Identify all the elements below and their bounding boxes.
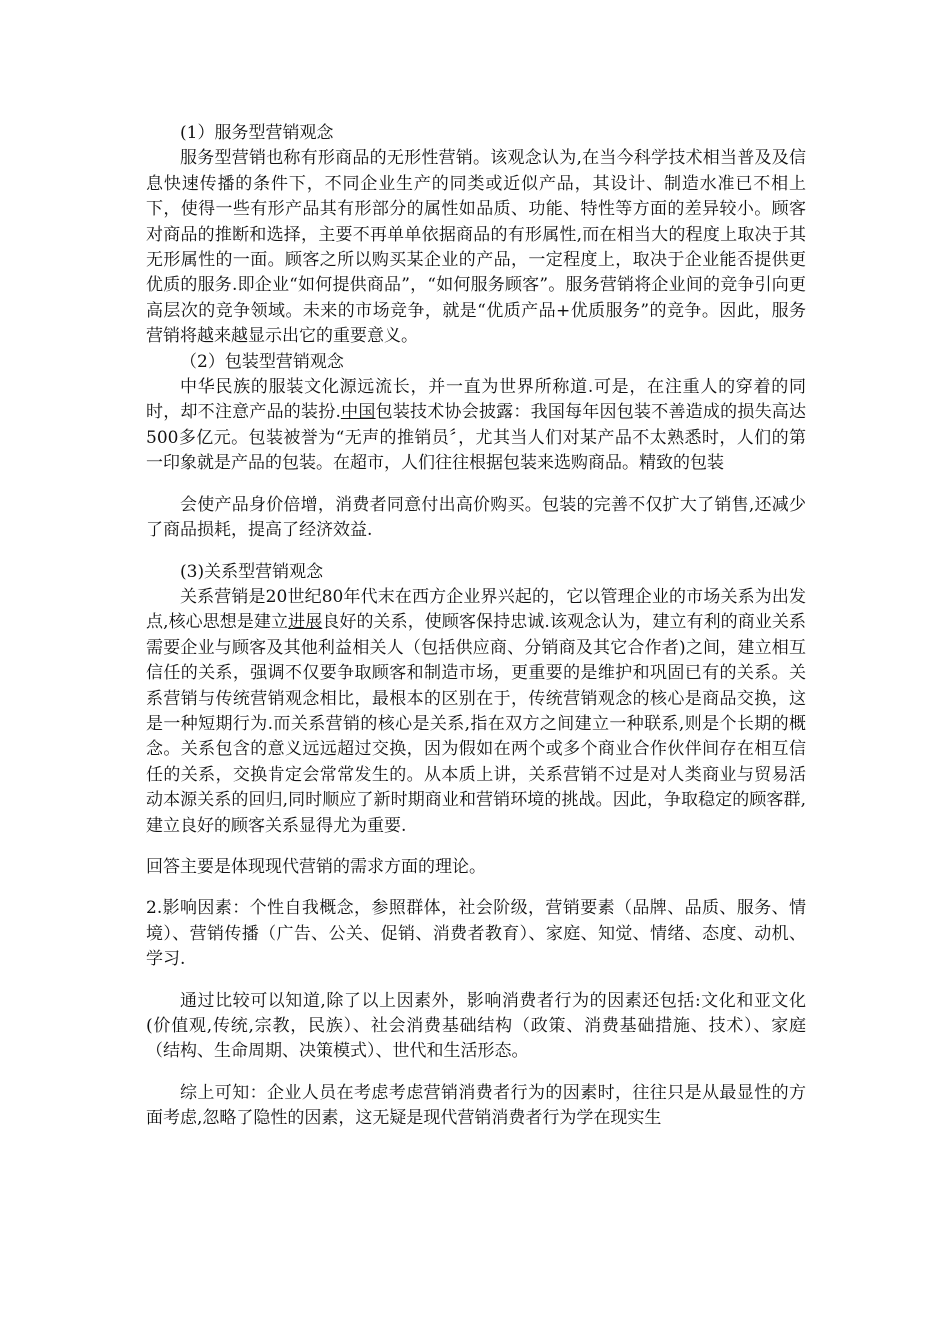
section3-body-start: 关系营销是20世纪80年代末在西方企业界兴起的，它以管理企业的市场关系为出发点,核心思想是建立 [146, 586, 806, 633]
section2-heading: （2）包装型营销观念 [180, 351, 344, 372]
conclusion-paragraph: 综上可知：企业人员在考虑考虑营销消费者行为的因素时，往往只是从最显性的方面考虑,忽略了隐性的因素，这无疑是现代营销消费者行为学在现实生 [146, 1082, 806, 1129]
china-link[interactable]: 中国 [340, 402, 376, 423]
section2-body-start: 中华民族的服装文化源远流长，并一直为世界所称道.可是，在注重人的穿着的同时，却不注意产品的装扮. [146, 377, 806, 423]
section3-body-end: 良好的关系，使顾客保持忠诚.该观念认为，建立有利的商业关系需要企业与顾客及其他利益相关人（包括供应商、分销商及其它合作者)之间，建立相互信任的关系，强调不仅要争取顾客和制造市场，更重要的是维护和巩固已有的关系。关系营销与传统营销观念相比，最根本的区别在于，传统营销观念的核心是商品交换，这是一种短期行为.而关系营销的核心是关系,指在双方之间建立一种联系,则是个长期的概念。关系包含的意义远远超过交换，因为假如在两个或多个商业合作伙伴间存在相互信任的关系，交换肯定会常常发生的。从本质上讲，关系营销不过是对人类商业与贸易活动本源关系的回归,同时顺应了新时期商业和营销环境的挑战。因此，争取稳定的顾客群,建立良好的顾客关系显得尤为重要. [146, 612, 807, 836]
section2-body [146, 375, 806, 477]
document-page [146, 121, 806, 1132]
progress-link[interactable]: 进展 [288, 612, 323, 633]
section3-heading: (3)关系型营销观念 [180, 561, 324, 582]
comparison-paragraph: 通过比较可以知道,除了以上因素外，影响消费者行为的因素还包括:文化和亚文化(价值观,传统,宗教，民族）、社会消费基础结构（政策、消费基础措施、技术）、家庭（结构、生命周期、决策模式）、世代和生活形态。 [146, 990, 806, 1062]
section2-continuation: 会使产品身价倍增，消费者同意付出高价购买。包装的完善不仅扩大了销售,还减少了商品损耗，提高了经济效益. [146, 494, 806, 541]
section1-heading: (1）服务型营销观念 [180, 123, 334, 143]
section1-body: 服务型营销也称有形商品的无形性营销。该观念认为,在当今科学技术相当普及及信息快速传播的条件下，不同企业生产的同类或近似产品，其设计、制造水准已不相上下，使得一些有形产品其有形部分的属性如品质、功能、特性等方面的差异较小。顾客对商品的推断和选择，主要不再单单依据商品的有形属性,而在相当大的程度上取决于其无形属性的一面。顾客之所以购买某企业的产品，一定程度上，取决于企业能否提供更优质的服务.即企业“如何提供商品”，“如何服务顾客”。服务营销将企业间的竞争引向更高层次的竞争领域。未来的市场竞争，就是“优质产品+优质服务”的竞争。因此，服务营销将越来越显示出它的重要意义。 [146, 148, 806, 347]
summary-line: 回答主要是体现现代营销的需求方面的理论。 [146, 856, 486, 877]
section3-body [146, 585, 806, 839]
factors-paragraph: 2.影响因素：个性自我概念，参照群体，社会阶级，营销要素（品牌、品质、服务、情境）、营销传播（广告、公关、促销、消费者教育）、家庭、知觉、情绪、态度、动机、学习. [146, 898, 806, 970]
section2-body-end: 包装技术协会披露：我国每年因包装不善造成的损失高达500多亿元。包装被誉为“无声的推销员〞，尤其当人们对某产品不太熟悉时，人们的第一印象就是产品的包装。在超市，人们往往根据包装来选购商品。精致的包装 [146, 402, 807, 474]
